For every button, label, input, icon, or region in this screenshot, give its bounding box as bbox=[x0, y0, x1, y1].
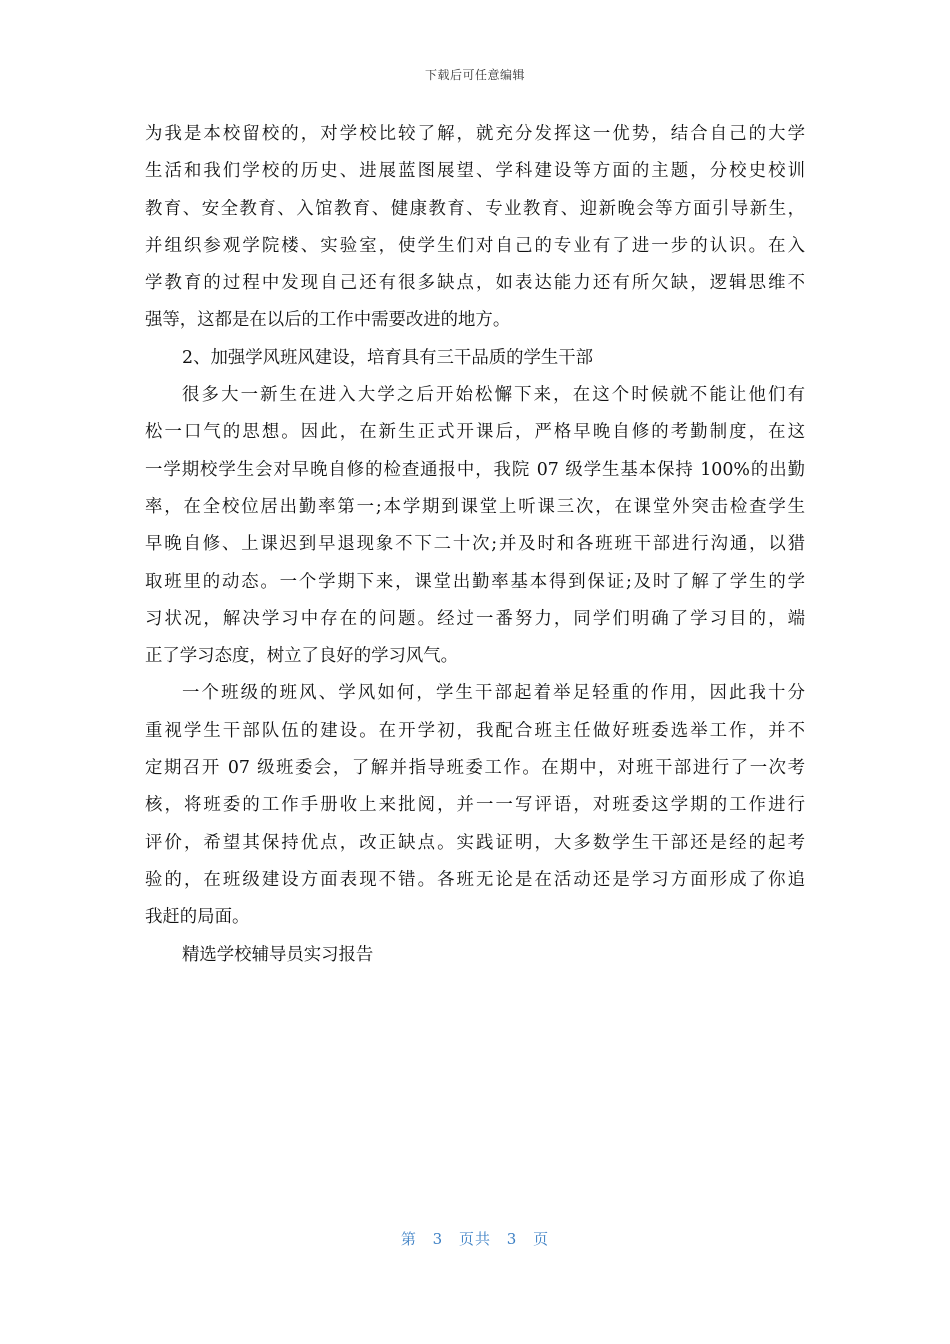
text-line: 取班里的动态。一个学期下来，课堂出勤率基本得到保证;及时了解了学生的学 bbox=[145, 571, 805, 592]
text-line: 学教育的过程中发现自己还有很多缺点，如表达能力还有所欠缺，逻辑思维不 bbox=[145, 273, 805, 294]
text-line: 验的，在班级建设方面表现不错。各班无论是在活动还是学习方面形成了你追 bbox=[145, 869, 805, 890]
text-line: 率，在全校位居出勤率第一;本学期到课堂上听课三次，在课堂外突击检查学生 bbox=[145, 496, 805, 517]
text-line: 一个班级的班风、学风如何，学生干部起着举足轻重的作用，因此我十分 bbox=[182, 683, 805, 704]
text-line: 我赶的局面。 bbox=[145, 907, 250, 928]
text-line: 定期召开 07 级班委会，了解并指导班委工作。在期中，对班干部进行了一次考 bbox=[145, 758, 805, 779]
text-line: 早晚自修、上课迟到早退现象不下二十次;并及时和各班班干部进行沟通，以猎 bbox=[145, 534, 805, 555]
page-header-note: 下载后可任意编辑 bbox=[424, 68, 525, 82]
text-line: 为我是本校留校的，对学校比较了解，就充分发挥这一优势，结合自己的大学 bbox=[145, 124, 805, 144]
section-heading: 2、加强学风班风建设，培育具有三干品质的学生干部 bbox=[182, 347, 594, 368]
text-line: 正了学习态度，树立了良好的学习风气。 bbox=[145, 646, 459, 667]
text-line: 评价，希望其保持优点，改正缺点。实践证明，大多数学生干部还是经的起考 bbox=[145, 832, 805, 853]
text-line: 很多大一新生在进入大学之后开始松懈下来，在这个时候就不能让他们有 bbox=[182, 385, 805, 406]
text-line: 核，将班委的工作手册收上来批阅，并一一写评语，对班委这学期的工作进行 bbox=[145, 795, 805, 816]
text-line: 松一口气的思想。因此，在新生正式开课后，严格早晚自修的考勤制度，在这 bbox=[145, 422, 805, 443]
text-line: 教育、安全教育、入馆教育、健康教育、专业教育、迎新晚会等方面引导新生， bbox=[145, 198, 805, 219]
text-line: 强等，这都是在以后的工作中需要改进的地方。 bbox=[145, 310, 511, 331]
document-body bbox=[145, 116, 805, 974]
text-line: 一学期校学生会对早晚自修的检查通报中，我院 07 级学生基本保持 100%的出勤 bbox=[145, 459, 805, 480]
document-title-line: 精选学校辅导员实习报告 bbox=[182, 944, 374, 965]
text-line: 重视学生干部队伍的建设。在开学初，我配合班主任做好班委选举工作，并不 bbox=[145, 720, 805, 741]
text-line: 并组织参观学院楼、实验室，使学生们对自己的专业有了进一步的认识。在入 bbox=[145, 235, 805, 256]
text-line: 生活和我们学校的历史、进展蓝图展望、学科建设等方面的主题，分校史校训 bbox=[145, 161, 805, 182]
page-number: 第 3 页共 3 页 bbox=[400, 1230, 550, 1248]
text-line: 习状况，解决学习中存在的问题。经过一番努力，同学们明确了学习目的，端 bbox=[145, 608, 805, 629]
